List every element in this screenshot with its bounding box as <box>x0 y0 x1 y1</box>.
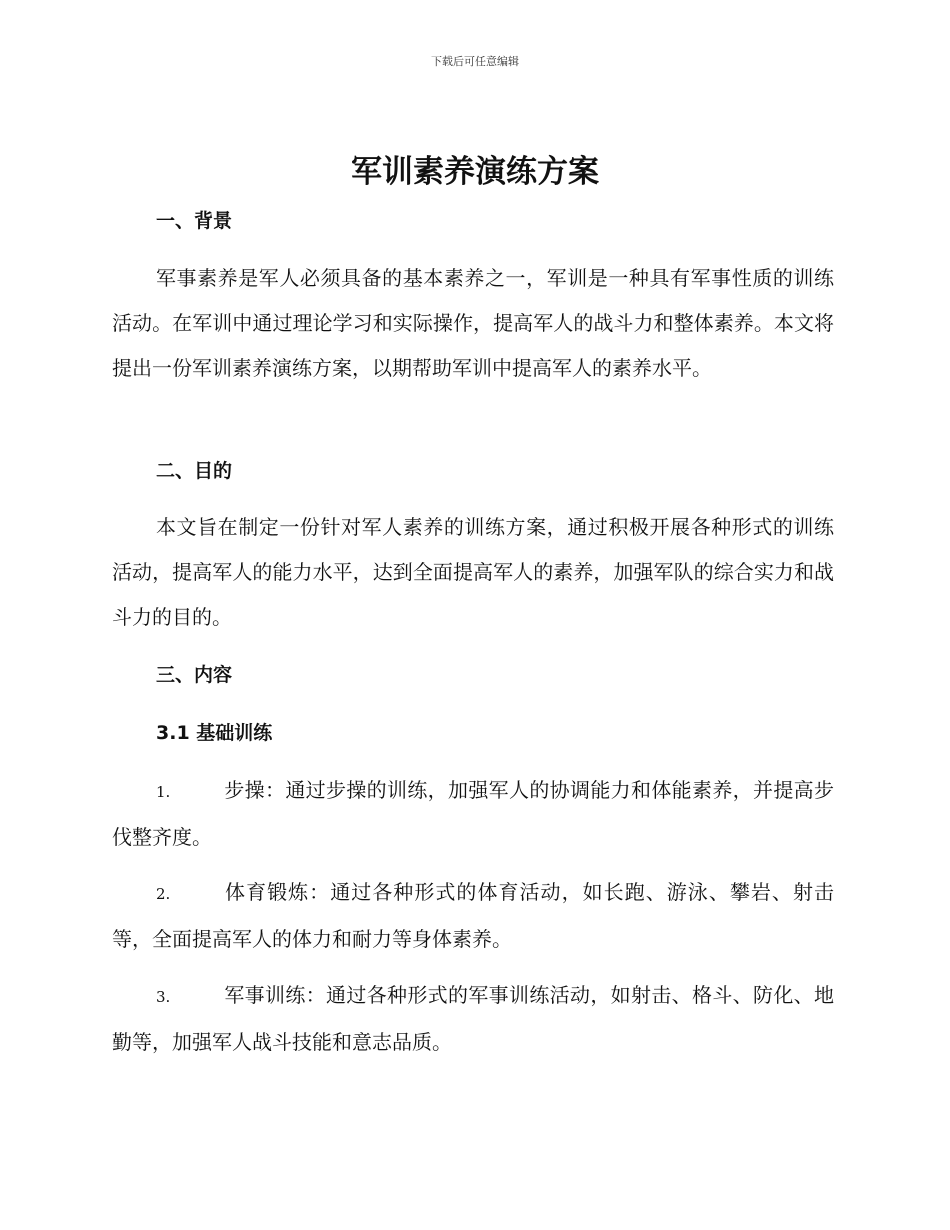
paragraph-background: 军事素养是军人必须具备的基本素养之一，军训是一种具有军事性质的训练活动。在军训中通过理论学习和实际操作，提高军人的战斗力和整体素养。本文将提出一份军训素养演练方案，以期帮助军训中提高军人的素养水平。 <box>112 266 834 380</box>
list-item-number: 1. <box>156 783 171 801</box>
document-title: 军训素养演练方案 <box>351 154 599 190</box>
paragraph-purpose: 本文旨在制定一份针对军人素养的训练方案，通过积极开展各种形式的训练活动，提高军人的能力水平，达到全面提高军人的素养，加强军队的综合实力和战斗力的目的。 <box>112 515 834 629</box>
section-heading-background: 一、背景 <box>156 210 233 232</box>
header-note: 下载后可任意编辑 <box>431 55 519 68</box>
section-heading-purpose: 二、目的 <box>156 460 233 482</box>
list-item-text: 体育锻炼：通过各种形式的体育活动，如长跑、游泳、攀岩、射击等，全面提高军人的体力和耐力等身体素养。 <box>112 880 834 951</box>
list-item <box>112 870 834 962</box>
list-item-text: 军事训练：通过各种形式的军事训练活动，如射击、格斗、防化、地勤等，加强军人战斗技能和意志品质。 <box>112 983 834 1054</box>
list-item <box>112 973 834 1065</box>
list-item-number: 3. <box>156 988 171 1006</box>
list-item-text: 步操：通过步操的训练，加强军人的协调能力和体能素养，并提高步伐整齐度。 <box>112 778 834 849</box>
section-heading-content: 三、内容 <box>156 664 233 686</box>
subsection-heading-basic-training: 3.1 基础训练 <box>156 722 273 744</box>
list-item <box>112 768 834 860</box>
list-item-number: 2. <box>156 885 171 903</box>
